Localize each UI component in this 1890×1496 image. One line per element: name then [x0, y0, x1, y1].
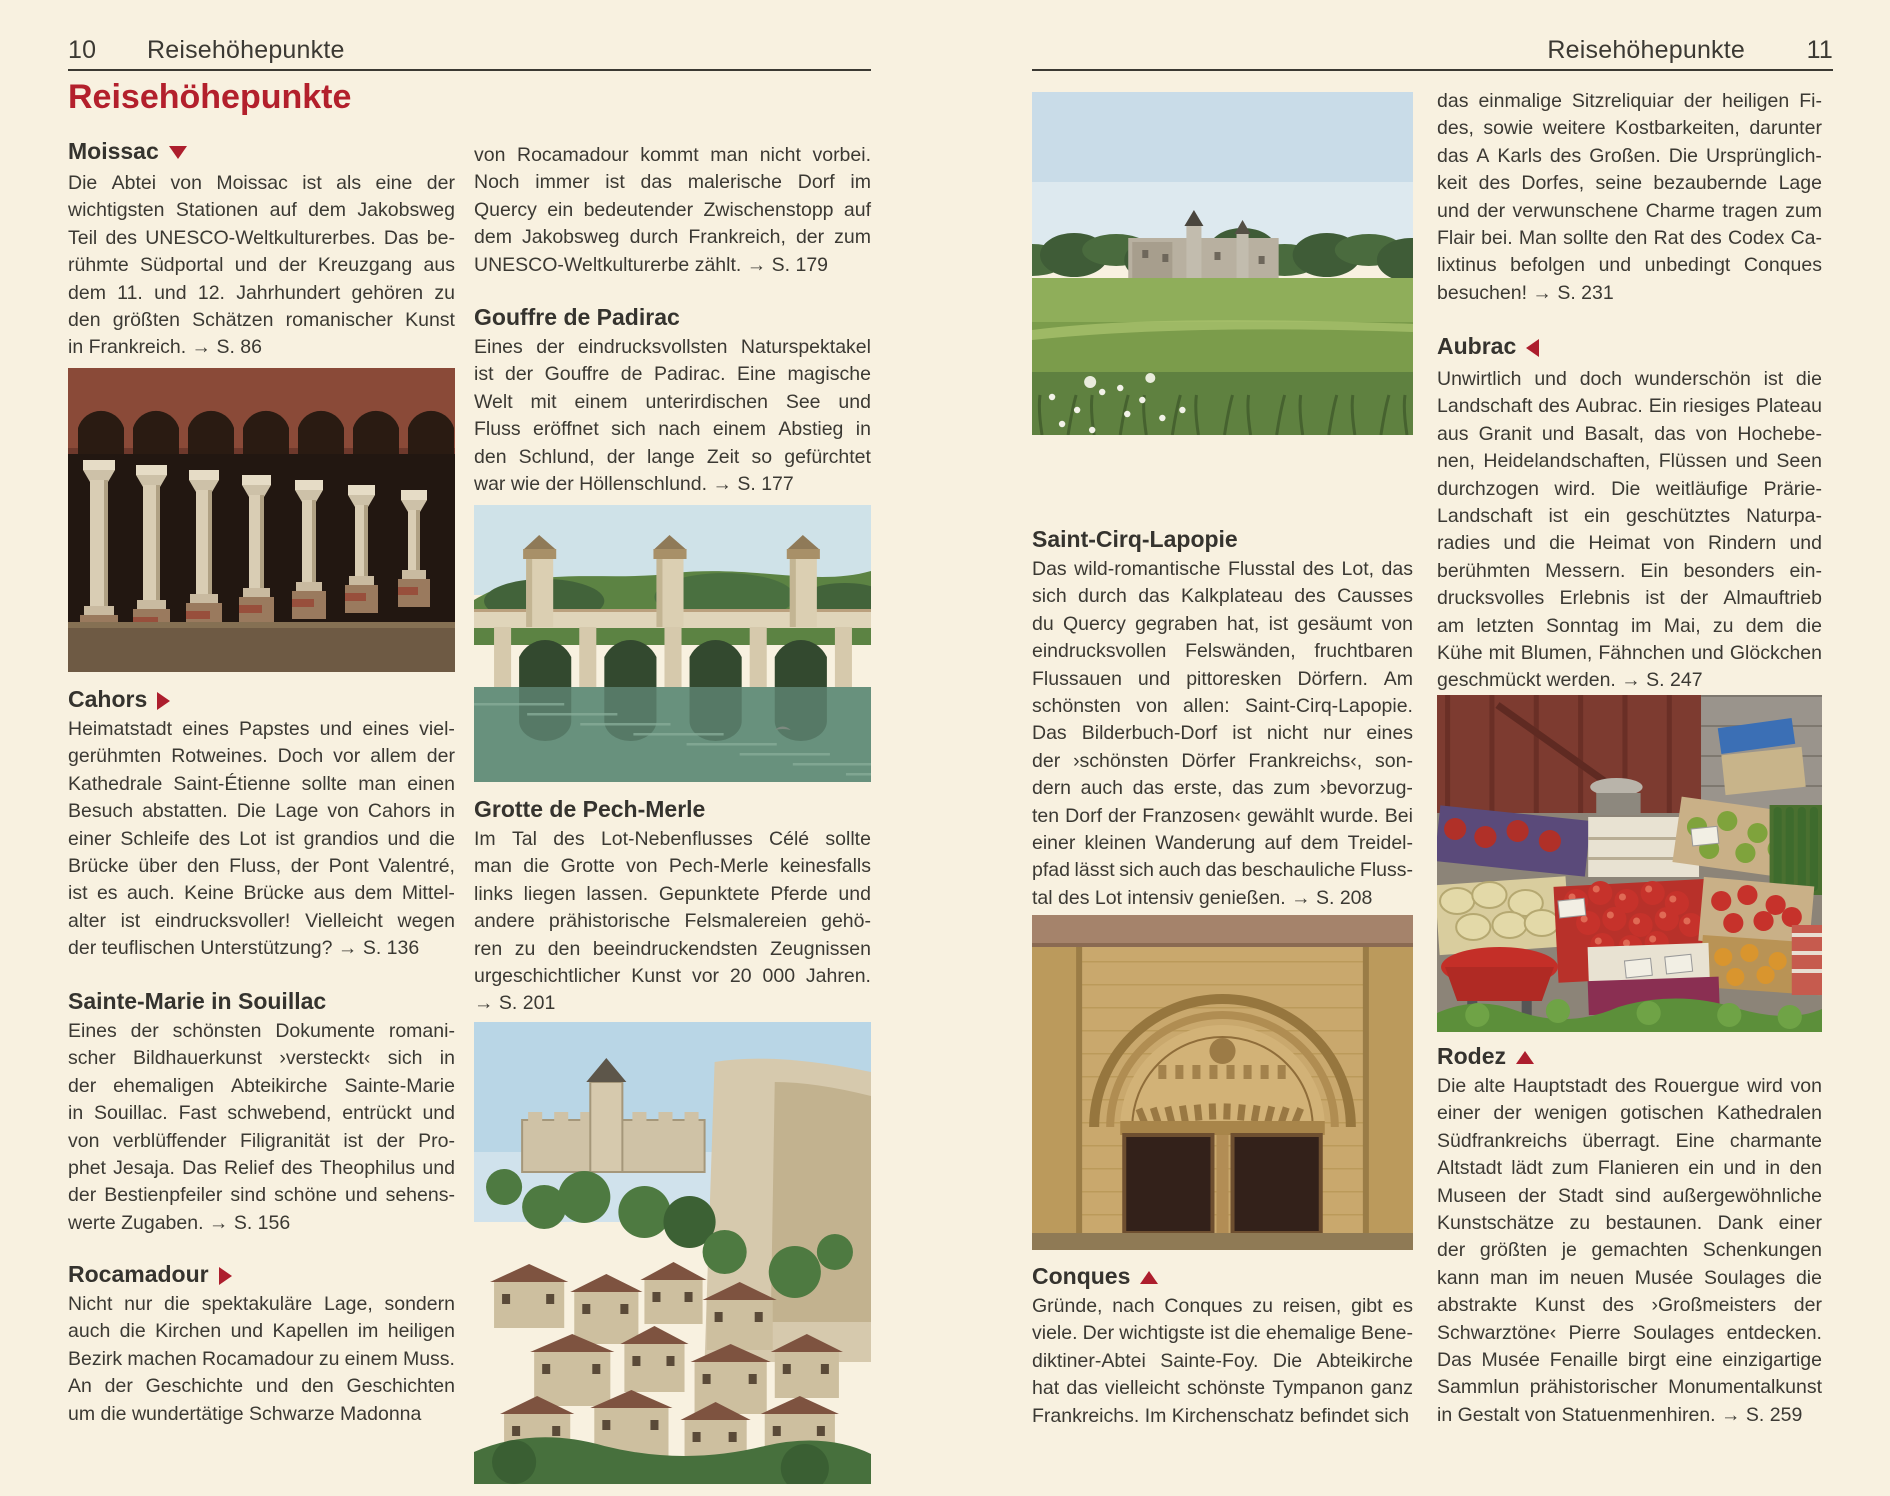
text-line: urgeschichtlicher Kunst vor 20 000 Jahren. — [474, 964, 871, 987]
left-page-number: 10 — [68, 36, 97, 64]
text-line: keit des Dorfes, seine bezaubernde Lage — [1437, 172, 1822, 195]
text-line: Welt mit einem unterirdischen See und — [474, 390, 871, 413]
text-line: einer Schleife des Lot ist grandios und die — [68, 827, 455, 850]
section-heading-row — [1437, 333, 1822, 360]
section-heading: Gouffre de Padirac — [474, 304, 680, 330]
text-line: hat das vielleicht schönste Tympanon ganz — [1032, 1377, 1413, 1400]
text-line: eindrucksvollen Felswänden, fruchtbaren — [1032, 640, 1413, 663]
section-heading-row — [68, 686, 455, 713]
paragraph — [474, 826, 871, 1018]
arrow-right-icon — [157, 692, 170, 710]
text-line: Quercy ein bedeutender Zwischenstopp auf — [474, 198, 871, 221]
left-page-column-1 — [68, 0, 455, 1496]
paragraph — [68, 170, 455, 362]
text-line: wichtigsten Stationen auf dem Jakobsweg — [68, 199, 455, 222]
text-line: Flussauen und pittoresken Dörfern. Am — [1032, 667, 1413, 690]
section-heading: Grotte de Pech-Merle — [474, 796, 706, 822]
text-line: und der verwunschene Charme tragen zum — [1437, 199, 1822, 222]
text-line: du Quercy gegraben hat, ist gesäumt von — [1032, 612, 1413, 635]
text-line: den größten Schätzen romanischer Kunst — [68, 308, 455, 331]
pont-valentre-photo — [474, 505, 871, 782]
text-line: Flair bei. Man sollte den Rat des Codex Ca- — [1437, 226, 1822, 249]
text-line: Eines der schönsten Dokumente romani- — [68, 1020, 455, 1042]
text-line: das A Karls des Großen. Die Ursprünglich- — [1437, 144, 1822, 167]
text-line: Sammlun prähistorischer Monumentalkunst — [1437, 1376, 1822, 1399]
text-line: dem Jakobsweg durch Frankreich, der zum — [474, 226, 871, 249]
text-line: → S. 201 — [474, 992, 556, 1015]
text-line: Unwirtlich und doch wunderschön ist die — [1437, 368, 1822, 390]
text-line: einer kleinen Wanderung auf dem Treidel- — [1032, 831, 1413, 854]
text-line: Nicht nur die spektakuläre Lage, sondern — [68, 1293, 455, 1315]
text-line: Bezirk machen Rocamadour zu einem Muss. — [68, 1347, 455, 1370]
text-line: ist der Gouffre de Padirac. Eine magische — [474, 363, 871, 386]
text-line: viele. Der wichtigste ist die ehemalige Bene- — [1032, 1322, 1413, 1345]
paragraph — [68, 716, 455, 963]
text-line: der ehemaligen Abteikirche Sainte-Marie — [68, 1074, 455, 1097]
paragraph — [474, 142, 871, 279]
text-line: geschmückt werden. → S. 247 — [1437, 669, 1703, 692]
text-line: man die Grotte von Pech-Merle keinesfalls — [474, 855, 871, 878]
text-line: UNESCO-Weltkulturerbe zählt. → S. 179 — [474, 253, 829, 276]
text-line: berühmten Messern. Ein besonders ein- — [1437, 559, 1822, 582]
text-line: scher Bildhauerkunst ›versteckt‹ sich in — [68, 1047, 455, 1070]
section-heading: Rocamadour — [68, 1261, 209, 1287]
text-line: nen, Heidelandschaften, Flüssen und Seen — [1437, 450, 1822, 473]
text-line: links liegen lassen. Gepunktete Pferde und — [474, 882, 871, 905]
text-line: Noch immer ist das malerische Dorf im — [474, 171, 871, 194]
text-line: von verblüffender Filigranität ist der Pro- — [68, 1129, 455, 1152]
arrow-up-icon — [1140, 1271, 1158, 1284]
text-line: diktiner-Abtei Sainte-Foy. Die Abteikirche — [1032, 1349, 1413, 1372]
paragraph — [1437, 366, 1822, 695]
paragraph — [68, 1291, 455, 1428]
paragraph — [474, 334, 871, 498]
text-line: Schwarztöne‹ Pierre Soulages entdecken. — [1437, 1321, 1822, 1344]
text-line: sich durch das Kalkplateau des Causses — [1032, 585, 1413, 608]
text-line: rühmte Südportal und der Kreuzgang aus — [68, 254, 455, 277]
arrow-down-icon — [169, 146, 187, 159]
conques-portal-photo — [1032, 915, 1413, 1250]
right-page-number: 11 — [1806, 36, 1833, 64]
text-line: in Souillac. Fast schwebend, entrückt und — [68, 1102, 455, 1125]
text-line: Fluss eröffnet sich nach einem Abstieg in — [474, 418, 871, 441]
section-heading: Saint-Cirq-Lapopie — [1032, 526, 1238, 552]
text-line: durchzogen wird. Die weitläufige Prärie- — [1437, 477, 1822, 500]
right-header-section: Reisehöhepunkte — [1547, 36, 1745, 64]
text-line: von Rocamadour kommt man nicht vorbei. — [474, 144, 871, 166]
moissac-cloister-photo — [68, 368, 455, 672]
text-line: Kühe mit Blumen, Fähnchen und Glöckchen — [1437, 641, 1822, 664]
arrow-left-icon — [1526, 339, 1539, 357]
section-heading: Sainte-Marie in Souillac — [68, 988, 327, 1014]
left-header-section: Reisehöhepunkte — [147, 36, 345, 64]
arrow-up-icon — [1516, 1051, 1534, 1064]
paragraph — [1437, 88, 1822, 307]
text-line: Museen der Stadt sind außergewöhnliche — [1437, 1184, 1822, 1207]
text-line: lixtinus befolgen und unbedingt Conques — [1437, 254, 1822, 277]
text-line: werte Zugaben. → S. 156 — [68, 1211, 291, 1234]
aubrac-landscape-photo — [1032, 92, 1413, 435]
text-line: am letzten Sonntag im Mai, zu dem die — [1437, 614, 1822, 637]
text-line: Gründe, nach Conques zu reisen, gibt es — [1032, 1295, 1413, 1317]
text-line: der teuflischen Unterstützung? → S. 136 — [68, 937, 420, 960]
text-line: Landschaft ist ein geschütztes Naturpa- — [1437, 504, 1822, 527]
text-line: des, sowie weitere Kostbarkeiten, darunter — [1437, 117, 1822, 140]
text-line: das einmalige Sitzreliquiar der heiligen Fi- — [1437, 90, 1822, 112]
text-line: der Bestienpfeiler sind schöne und sehens- — [68, 1184, 455, 1207]
section-heading-row — [68, 138, 455, 165]
section-heading: Aubrac — [1437, 333, 1517, 359]
page-title: Reisehöhepunkte — [68, 78, 352, 116]
text-line: phet Jesaja. Das Relief des Theophilus und — [68, 1156, 455, 1179]
text-line: in Frankreich. → S. 86 — [68, 336, 262, 359]
text-line: Das wild-romantische Flusstal des Lot, das — [1032, 558, 1413, 580]
text-line: ten Dorf der Franzosen‹ gewählt wurde. Bei — [1032, 804, 1413, 827]
text-line: in Gestalt von Statuenmenhiren. → S. 259 — [1437, 1403, 1803, 1426]
text-line: Kathedrale Saint-Étienne sollte man einen — [68, 772, 455, 795]
text-line: Das Bilderbuch-Dorf ist nicht nur eines — [1032, 722, 1413, 745]
text-line: der größten je gemachten Schenkungen — [1437, 1239, 1822, 1262]
text-line: war wie der Höllenschlund. → S. 177 — [474, 472, 794, 495]
text-line: tal des Lot intensiv genießen. → S. 208 — [1032, 886, 1373, 909]
section-heading: Conques — [1032, 1263, 1131, 1289]
text-line: Kunstschätze zu bestaunen. Dank einer — [1437, 1211, 1822, 1234]
text-line: Heimatstadt eines Papstes und eines viel- — [68, 718, 455, 740]
section-heading-row — [474, 304, 871, 331]
text-line: Brücke über den Fluss, der Pont Valentré, — [68, 854, 455, 877]
text-line: Die Abtei von Moissac ist als eine der — [68, 172, 455, 194]
text-line: Die alte Hauptstadt des Rouergue wird von — [1437, 1075, 1822, 1097]
text-line: Südfrankreichs überragt. Eine charmante — [1437, 1129, 1822, 1152]
text-line: abstrakte Kunst des ›Großmeisters der — [1437, 1294, 1822, 1317]
text-line: besuchen! → S. 231 — [1437, 281, 1614, 304]
rodez-market-photo — [1437, 695, 1822, 1032]
section-heading-row — [474, 796, 871, 823]
text-line: um die wundertätige Schwarze Madonna — [68, 1402, 422, 1425]
text-line: ren zu den beeindruckendsten Zeugnissen — [474, 937, 871, 960]
text-line: einer der wenigen gotischen Kathedralen — [1437, 1102, 1822, 1125]
text-line: drucksvolles Erlebnis ist der Almauftrieb — [1437, 587, 1822, 610]
text-line: alter ist eindrucksvoller! Vielleicht wegen — [68, 909, 455, 932]
section-heading-row — [1032, 526, 1413, 553]
text-line: Besuch abstatten. Die Lage von Cahors in — [68, 800, 455, 823]
section-heading: Cahors — [68, 686, 148, 712]
text-line: aus Granit und Basalt, das von Hochebe- — [1437, 422, 1822, 445]
text-line: kann man im neuen Musée Soulages die — [1437, 1266, 1822, 1289]
paragraph — [1437, 1073, 1822, 1429]
right-page-column-1 — [1032, 0, 1413, 1496]
text-line: schönsten von allen: Saint-Cirq-Lapopie. — [1032, 694, 1413, 717]
section-heading: Moissac — [68, 138, 159, 164]
text-line: An der Geschichte und den Geschichten — [68, 1375, 455, 1398]
right-page-column-2 — [1437, 0, 1822, 1496]
section-heading: Rodez — [1437, 1043, 1506, 1069]
text-line: den Schlund, der lange Zeit so gefürchtet — [474, 445, 871, 468]
text-line: radies und die Heimat von Rindern und — [1437, 532, 1822, 555]
text-line: Eines der eindrucksvollsten Naturspektakel — [474, 336, 871, 358]
text-line: dern auch das erste, das zum ›bevorzug- — [1032, 777, 1413, 800]
section-heading-row — [1437, 1043, 1822, 1070]
section-heading-row — [68, 1261, 455, 1288]
text-line: Altstadt lädt zum Flanieren ein und in den — [1437, 1157, 1822, 1180]
section-heading-row — [68, 988, 455, 1015]
paragraph — [1032, 1293, 1413, 1430]
text-line: der ›schönsten Dörfer Frankreichs‹, son- — [1032, 749, 1413, 772]
paragraph — [1032, 556, 1413, 912]
text-line: ist es auch. Keine Brücke aus dem Mittel- — [68, 882, 455, 905]
text-line: dem 11. und 12. Jahrhundert gehören zu — [68, 281, 455, 304]
paragraph — [68, 1018, 455, 1237]
rocamadour-photo — [474, 1022, 871, 1484]
text-line: pfad lässt sich auch das beschauliche Fluss- — [1032, 859, 1413, 882]
text-line: Frankreichs. Im Kirchenschatz befindet sich — [1032, 1404, 1410, 1427]
text-line: auch die Kirchen und Kapellen im heiligen — [68, 1320, 455, 1343]
section-heading-row — [1032, 1263, 1413, 1290]
text-line: Teil des UNESCO-Weltkulturerbes. Das be- — [68, 226, 455, 249]
text-line: Im Tal des Lot-Nebenflusses Célé sollte — [474, 828, 871, 850]
text-line: andere prähistorische Felsmalereien gehö- — [474, 910, 871, 933]
text-line: Das Musée Fenaille birgt eine einzigartige — [1437, 1348, 1822, 1371]
text-line: Landschaft des Aubrac. Ein riesiges Plateau — [1437, 395, 1822, 418]
arrow-right-icon — [219, 1267, 232, 1285]
text-line: gerühmten Rotweines. Doch vor allem der — [68, 745, 455, 768]
left-page-column-2 — [474, 0, 871, 1496]
